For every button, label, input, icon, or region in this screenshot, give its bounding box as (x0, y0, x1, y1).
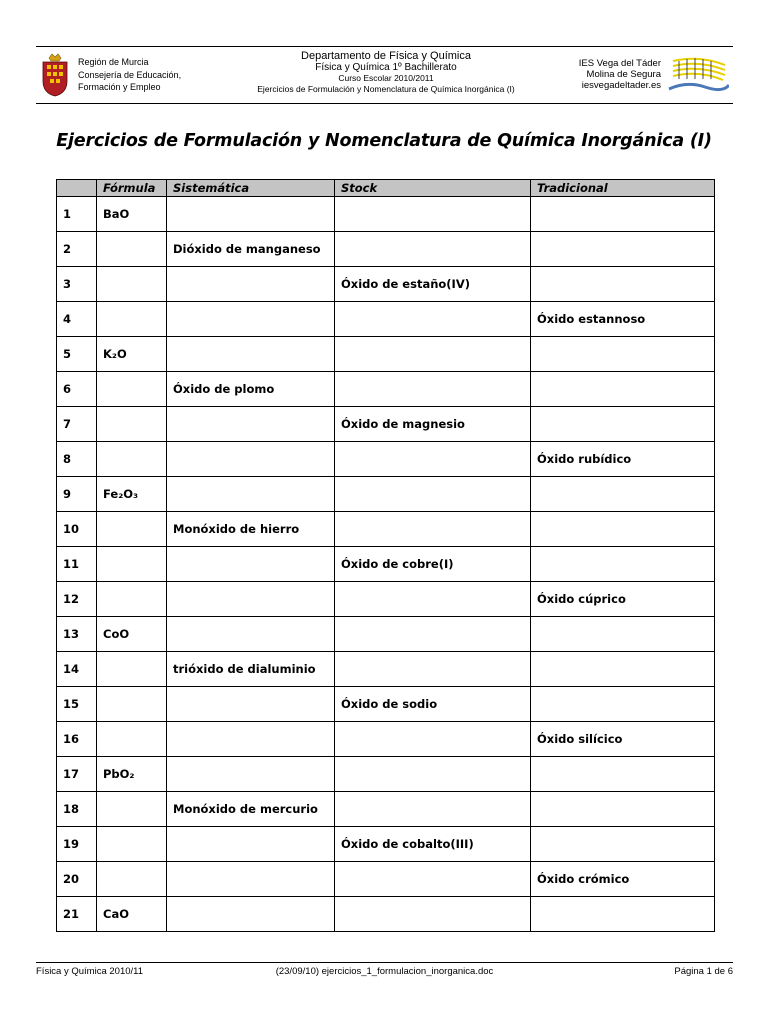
column-header-number (57, 180, 97, 197)
row-number: 13 (57, 617, 97, 652)
footer-filename: (23/09/10) ejercicios_1_formulacion_inorganica.doc (275, 966, 494, 977)
formula-cell (97, 792, 167, 827)
table-row (57, 232, 715, 267)
systematic-name-cell (167, 337, 335, 372)
systematic-name-cell (167, 302, 335, 337)
row-number: 14 (57, 652, 97, 687)
column-header-stock: Stock (335, 180, 531, 197)
row-number: 20 (57, 862, 97, 897)
traditional-name-cell (531, 372, 715, 407)
row-number: 7 (57, 407, 97, 442)
table-row (57, 477, 715, 512)
murcia-coat-of-arms-icon (40, 53, 70, 97)
traditional-name-cell (531, 687, 715, 722)
table-row (57, 407, 715, 442)
ies-vega-del-tader-logo-icon (667, 55, 729, 95)
systematic-name-cell (167, 407, 335, 442)
table-row (57, 897, 715, 932)
formula-cell (97, 267, 167, 302)
row-number: 4 (57, 302, 97, 337)
stock-name-cell (335, 512, 531, 547)
row-number: 19 (57, 827, 97, 862)
traditional-name-cell: Óxido estannoso (531, 302, 715, 337)
column-header-formula: Fórmula (97, 180, 167, 197)
row-number: 1 (57, 197, 97, 232)
traditional-name-cell: Óxido cúprico (531, 582, 715, 617)
school-line: iesvegadeltader.es (581, 80, 661, 91)
systematic-name-cell (167, 897, 335, 932)
table-row (57, 337, 715, 372)
formula-cell (97, 687, 167, 722)
stock-name-cell (335, 792, 531, 827)
traditional-name-cell (531, 897, 715, 932)
systematic-name-cell: trióxido de dialuminio (167, 652, 335, 687)
formula-cell (97, 652, 167, 687)
page-header (36, 46, 733, 104)
table-row (57, 687, 715, 722)
formula-cell: PbO₂ (97, 757, 167, 792)
table-row (57, 792, 715, 827)
row-number: 3 (57, 267, 97, 302)
formula-cell: BaO (97, 197, 167, 232)
systematic-name-cell: Óxido de plomo (167, 372, 335, 407)
table-row (57, 302, 715, 337)
school-line: IES Vega del Táder (578, 58, 661, 69)
systematic-name-cell (167, 827, 335, 862)
stock-name-cell: Óxido de magnesio (335, 407, 531, 442)
stock-name-cell: Óxido de cobalto(III) (335, 827, 531, 862)
traditional-name-cell: Óxido silícico (531, 722, 715, 757)
systematic-name-cell (167, 582, 335, 617)
formula-cell (97, 372, 167, 407)
table-row (57, 512, 715, 547)
traditional-name-cell (531, 827, 715, 862)
traditional-name-cell (531, 267, 715, 302)
region-line: Región de Murcia (78, 57, 149, 67)
traditional-name-cell (531, 477, 715, 512)
column-header-traditional: Tradicional (531, 180, 715, 197)
row-number: 5 (57, 337, 97, 372)
traditional-name-cell (531, 407, 715, 442)
department-block (216, 51, 556, 95)
stock-name-cell (335, 232, 531, 267)
table-row (57, 757, 715, 792)
formula-cell (97, 232, 167, 267)
exercise-table (56, 179, 715, 932)
formula-cell (97, 827, 167, 862)
department-name: Departamento de Física y Química (301, 50, 471, 62)
stock-name-cell (335, 617, 531, 652)
traditional-name-cell (531, 547, 715, 582)
row-number: 17 (57, 757, 97, 792)
course-name: Física y Química 1º Bachillerato (315, 62, 457, 73)
school-line: Molina de Segura (586, 69, 661, 80)
row-number: 10 (57, 512, 97, 547)
school-year: Curso Escolar 2010/2011 (338, 73, 434, 83)
formula-cell (97, 722, 167, 757)
table-row (57, 197, 715, 232)
stock-name-cell (335, 897, 531, 932)
stock-name-cell (335, 337, 531, 372)
row-number: 9 (57, 477, 97, 512)
stock-name-cell: Óxido de estaño(IV) (335, 267, 531, 302)
footer-course: Física y Química 2010/11 (36, 966, 144, 977)
formula-cell (97, 407, 167, 442)
traditional-name-cell (531, 232, 715, 267)
traditional-name-cell (531, 652, 715, 687)
traditional-name-cell (531, 512, 715, 547)
systematic-name-cell (167, 862, 335, 897)
table-header-row (57, 180, 715, 197)
traditional-name-cell (531, 617, 715, 652)
systematic-name-cell: Monóxido de hierro (167, 512, 335, 547)
document-subtitle: Ejercicios de Formulación y Nomenclatura de Química Inorgánica (I) (257, 84, 515, 94)
systematic-name-cell (167, 442, 335, 477)
systematic-name-cell (167, 477, 335, 512)
stock-name-cell (335, 862, 531, 897)
stock-name-cell (335, 442, 531, 477)
row-number: 12 (57, 582, 97, 617)
formula-cell: K₂O (97, 337, 167, 372)
school-block (579, 58, 661, 91)
formula-cell: Fe₂O₃ (97, 477, 167, 512)
systematic-name-cell (167, 197, 335, 232)
table-row (57, 267, 715, 302)
row-number: 8 (57, 442, 97, 477)
table-row (57, 582, 715, 617)
stock-name-cell (335, 302, 531, 337)
table-row (57, 722, 715, 757)
stock-name-cell: Óxido de sodio (335, 687, 531, 722)
traditional-name-cell (531, 337, 715, 372)
traditional-name-cell: Óxido crómico (531, 862, 715, 897)
table-row (57, 617, 715, 652)
page-footer (36, 962, 733, 979)
table-row (57, 372, 715, 407)
row-number: 2 (57, 232, 97, 267)
stock-name-cell (335, 582, 531, 617)
formula-cell (97, 512, 167, 547)
stock-name-cell (335, 652, 531, 687)
traditional-name-cell (531, 757, 715, 792)
row-number: 18 (57, 792, 97, 827)
row-number: 16 (57, 722, 97, 757)
systematic-name-cell: Dióxido de manganeso (167, 232, 335, 267)
stock-name-cell (335, 197, 531, 232)
systematic-name-cell (167, 722, 335, 757)
formula-cell (97, 862, 167, 897)
formula-cell (97, 302, 167, 337)
table-row (57, 827, 715, 862)
systematic-name-cell (167, 617, 335, 652)
region-block (78, 56, 181, 94)
table-row (57, 652, 715, 687)
stock-name-cell (335, 372, 531, 407)
stock-name-cell (335, 757, 531, 792)
traditional-name-cell (531, 792, 715, 827)
row-number: 11 (57, 547, 97, 582)
region-line: Formación y Empleo (78, 82, 161, 92)
row-number: 6 (57, 372, 97, 407)
traditional-name-cell (531, 197, 715, 232)
traditional-name-cell: Óxido rubídico (531, 442, 715, 477)
document-title: Ejercicios de Formulación y Nomenclatura de Química Inorgánica (I) (56, 131, 712, 151)
systematic-name-cell (167, 547, 335, 582)
systematic-name-cell: Monóxido de mercurio (167, 792, 335, 827)
row-number: 15 (57, 687, 97, 722)
stock-name-cell (335, 477, 531, 512)
formula-cell (97, 442, 167, 477)
table-row (57, 442, 715, 477)
row-number: 21 (57, 897, 97, 932)
systematic-name-cell (167, 267, 335, 302)
formula-cell: CoO (97, 617, 167, 652)
footer-page-number: Página 1 de 6 (674, 966, 733, 977)
stock-name-cell (335, 722, 531, 757)
systematic-name-cell (167, 757, 335, 792)
stock-name-cell: Óxido de cobre(I) (335, 547, 531, 582)
table-row (57, 547, 715, 582)
formula-cell: CaO (97, 897, 167, 932)
table-row (57, 862, 715, 897)
region-line: Consejería de Educación, (78, 69, 182, 80)
formula-cell (97, 582, 167, 617)
systematic-name-cell (167, 687, 335, 722)
column-header-systematic: Sistemática (167, 180, 335, 197)
formula-cell (97, 547, 167, 582)
